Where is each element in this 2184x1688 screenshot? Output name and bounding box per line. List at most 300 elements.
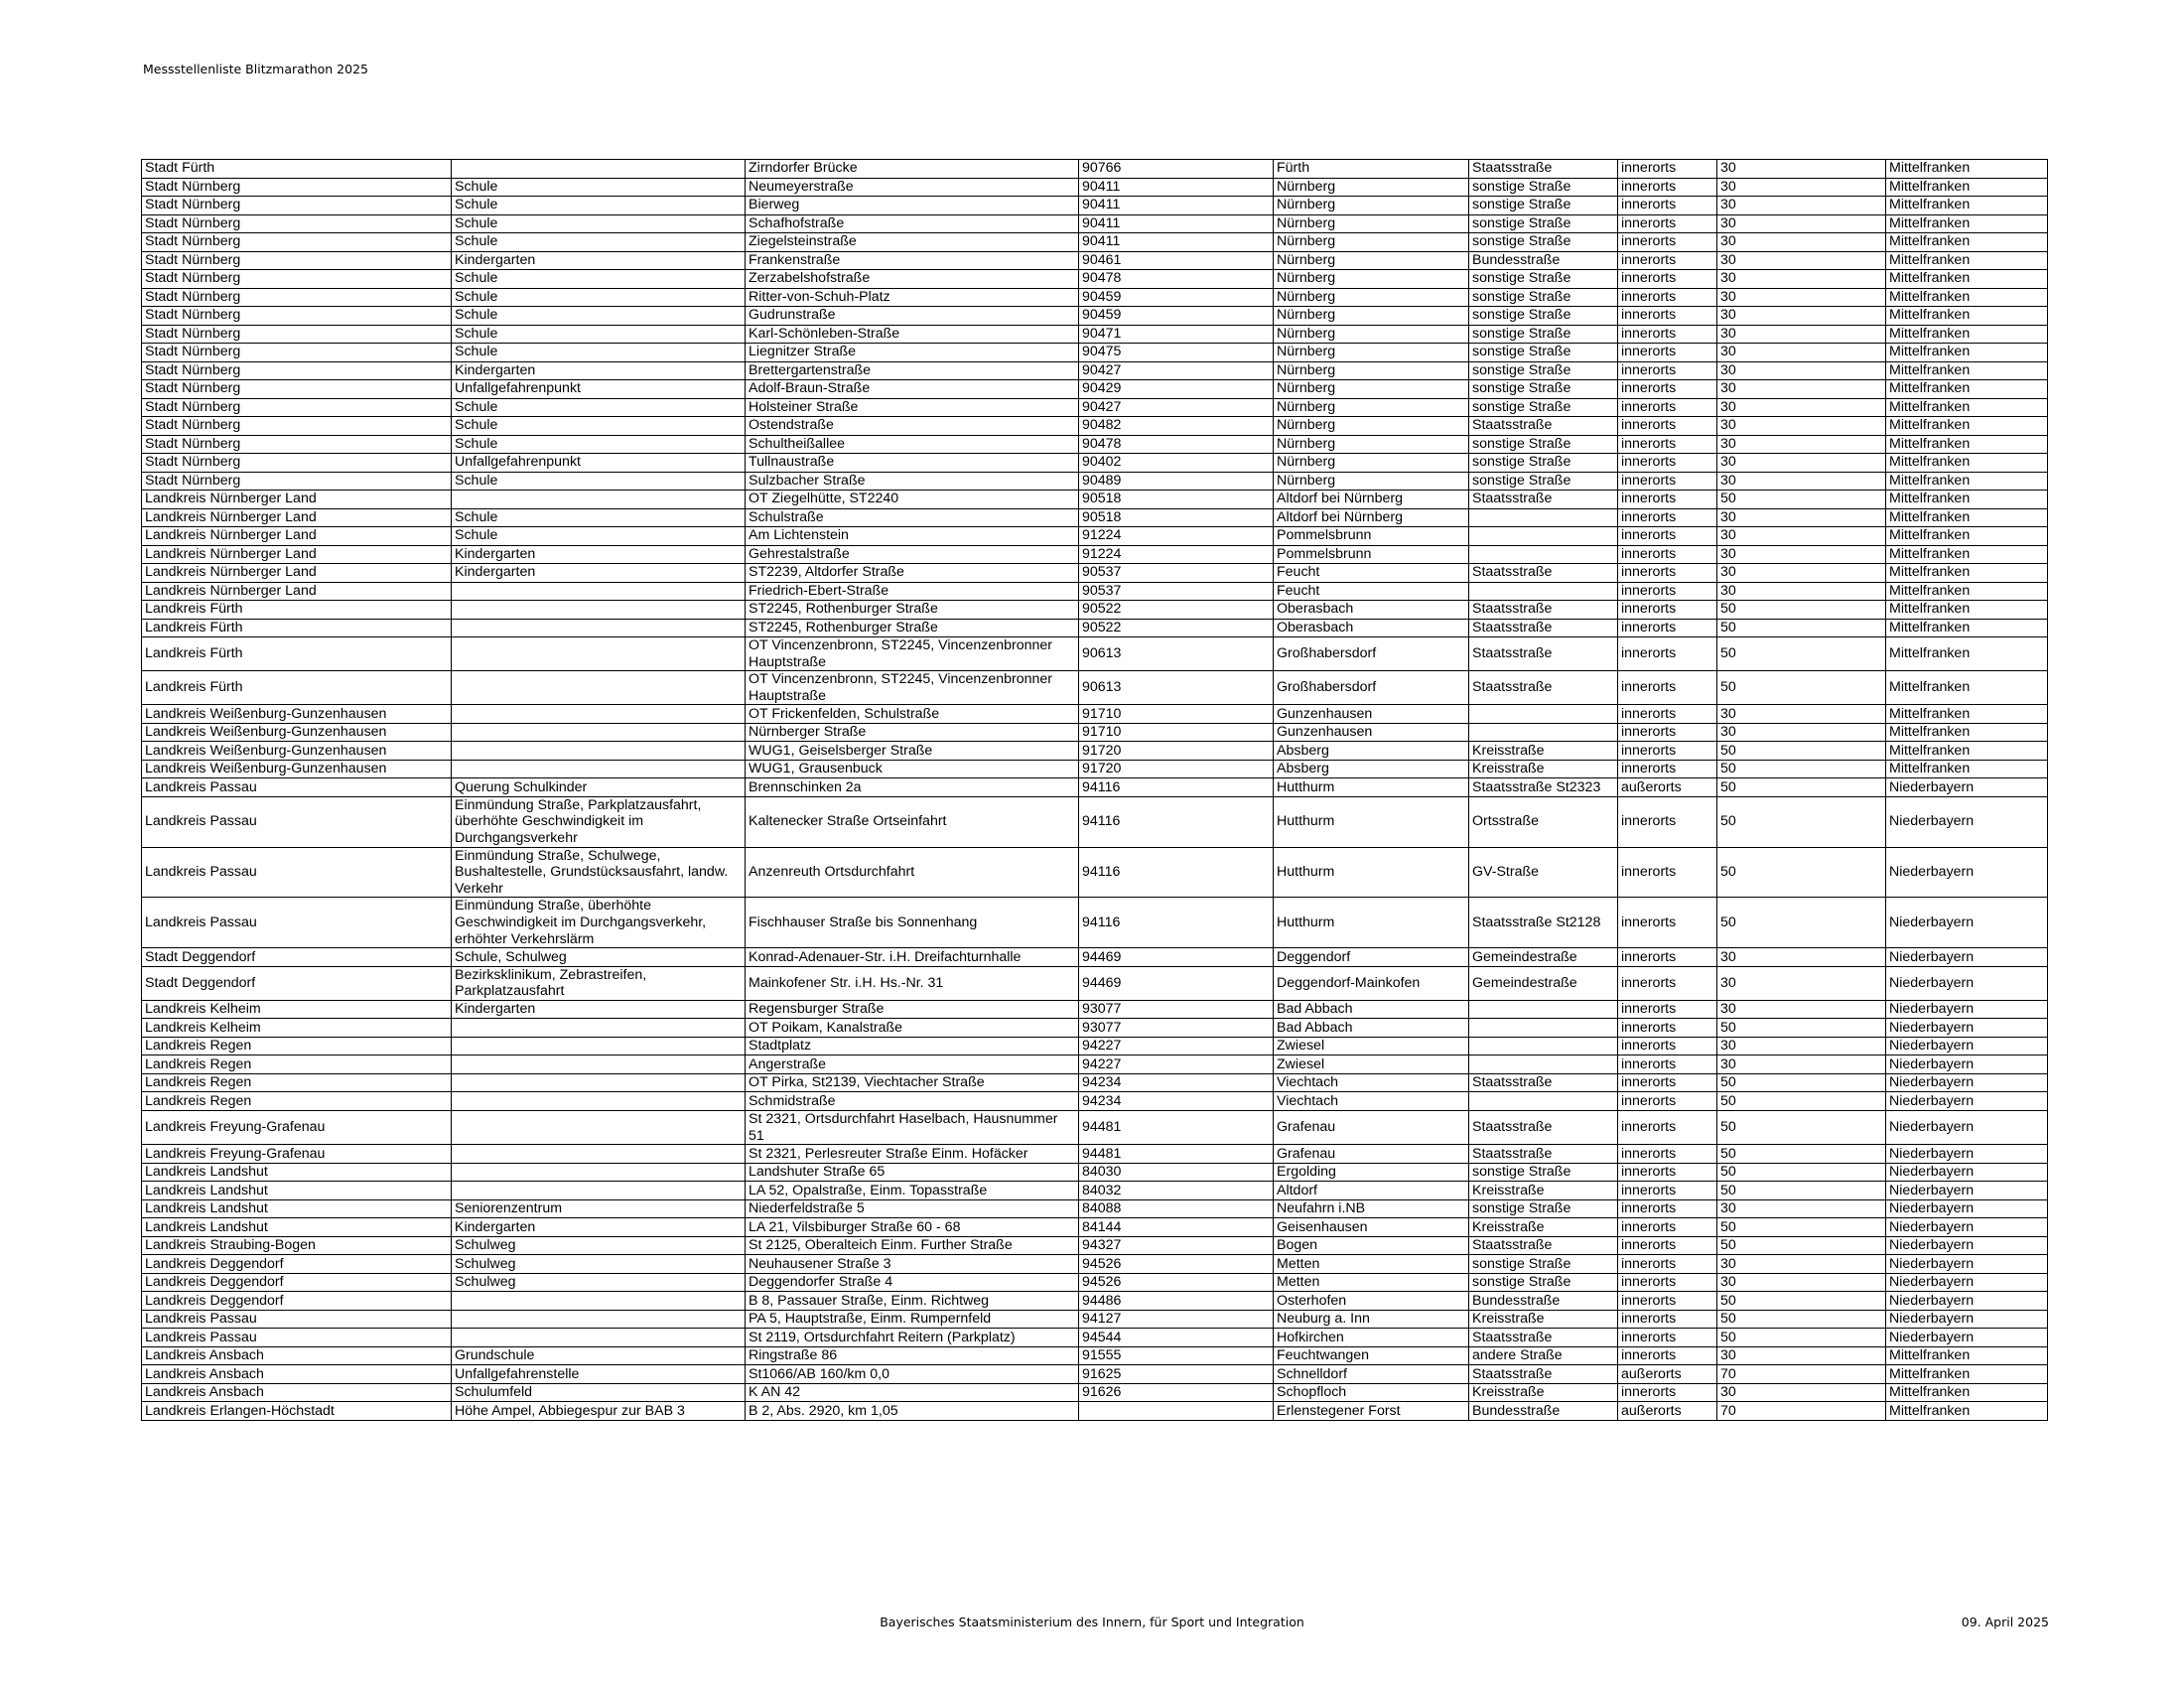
table-row bbox=[142, 1383, 2048, 1402]
cell-speed-limit: 30 bbox=[1717, 160, 1886, 179]
cell-town: Nürnberg bbox=[1274, 288, 1469, 307]
cell-region: Mittelfranken bbox=[1886, 214, 2048, 233]
cell-postal-code: 94481 bbox=[1079, 1145, 1274, 1164]
cell-reason bbox=[452, 637, 746, 671]
cell-location: B 8, Passauer Straße, Einm. Richtweg bbox=[746, 1292, 1079, 1311]
cell-location: Bierweg bbox=[746, 197, 1079, 215]
cell-region: Mittelfranken bbox=[1886, 723, 2048, 742]
cell-town: Großhabersdorf bbox=[1274, 637, 1469, 671]
table-row bbox=[142, 361, 2048, 380]
cell-town: Ergolding bbox=[1274, 1163, 1469, 1182]
table-row bbox=[142, 1199, 2048, 1218]
table-row bbox=[142, 1073, 2048, 1092]
cell-location: Niederfeldstraße 5 bbox=[746, 1199, 1079, 1218]
cell-location: WUG1, Grausenbuck bbox=[746, 760, 1079, 778]
cell-town: Metten bbox=[1274, 1273, 1469, 1292]
table-row bbox=[142, 723, 2048, 742]
cell-town: Hutthurm bbox=[1274, 796, 1469, 847]
cell-town: Bad Abbach bbox=[1274, 1019, 1469, 1038]
cell-location: Brennschinken 2a bbox=[746, 778, 1079, 797]
cell-district: Landkreis Regen bbox=[142, 1037, 452, 1055]
cell-town: Hutthurm bbox=[1274, 898, 1469, 948]
cell-area: innerorts bbox=[1618, 796, 1717, 847]
cell-postal-code: 90411 bbox=[1079, 178, 1274, 197]
cell-area: innerorts bbox=[1618, 454, 1717, 473]
cell-area: innerorts bbox=[1618, 1346, 1717, 1365]
cell-road-type: sonstige Straße bbox=[1469, 1163, 1618, 1182]
cell-district: Landkreis Weißenburg-Gunzenhausen bbox=[142, 705, 452, 724]
cell-region: Mittelfranken bbox=[1886, 564, 2048, 583]
cell-reason: Schule bbox=[452, 435, 746, 454]
table-row bbox=[142, 214, 2048, 233]
cell-road-type: andere Straße bbox=[1469, 1346, 1618, 1365]
cell-reason bbox=[452, 1163, 746, 1182]
cell-district: Stadt Nürnberg bbox=[142, 214, 452, 233]
cell-region: Mittelfranken bbox=[1886, 251, 2048, 270]
cell-region: Niederbayern bbox=[1886, 966, 2048, 1000]
table-row bbox=[142, 898, 2048, 948]
cell-location: Friedrich-Ebert-Straße bbox=[746, 582, 1079, 601]
cell-town: Feuchtwangen bbox=[1274, 1346, 1469, 1365]
cell-location: Zirndorfer Brücke bbox=[746, 160, 1079, 179]
cell-area: innerorts bbox=[1618, 545, 1717, 564]
cell-town: Hutthurm bbox=[1274, 847, 1469, 898]
cell-region: Mittelfranken bbox=[1886, 671, 2048, 705]
cell-speed-limit: 30 bbox=[1717, 705, 1886, 724]
cell-postal-code: 94116 bbox=[1079, 847, 1274, 898]
cell-road-type: Staatsstraße bbox=[1469, 1145, 1618, 1164]
cell-road-type: sonstige Straße bbox=[1469, 344, 1618, 362]
cell-area: innerorts bbox=[1618, 472, 1717, 491]
cell-speed-limit: 30 bbox=[1717, 325, 1886, 344]
cell-speed-limit: 30 bbox=[1717, 344, 1886, 362]
cell-postal-code: 93077 bbox=[1079, 1000, 1274, 1019]
cell-postal-code: 90518 bbox=[1079, 508, 1274, 527]
cell-speed-limit: 50 bbox=[1717, 760, 1886, 778]
cell-location: Gehrestalstraße bbox=[746, 545, 1079, 564]
document-title: Messstellenliste Blitzmarathon 2025 bbox=[143, 62, 368, 76]
cell-region: Mittelfranken bbox=[1886, 527, 2048, 546]
cell-postal-code: 94526 bbox=[1079, 1255, 1274, 1274]
cell-area: innerorts bbox=[1618, 214, 1717, 233]
cell-reason: Schule bbox=[452, 178, 746, 197]
cell-road-type: Staatsstraße bbox=[1469, 564, 1618, 583]
cell-town: Nürnberg bbox=[1274, 197, 1469, 215]
cell-area: innerorts bbox=[1618, 197, 1717, 215]
table-row bbox=[142, 619, 2048, 637]
cell-region: Niederbayern bbox=[1886, 1236, 2048, 1255]
cell-postal-code: 84144 bbox=[1079, 1218, 1274, 1237]
cell-district: Stadt Nürnberg bbox=[142, 454, 452, 473]
cell-reason bbox=[452, 1073, 746, 1092]
cell-area: innerorts bbox=[1618, 491, 1717, 509]
cell-road-type: Kreisstraße bbox=[1469, 742, 1618, 761]
cell-district: Landkreis Nürnberger Land bbox=[142, 564, 452, 583]
cell-road-type: Bundesstraße bbox=[1469, 1292, 1618, 1311]
table-row bbox=[142, 307, 2048, 326]
cell-area: innerorts bbox=[1618, 1110, 1717, 1144]
cell-town: Neufahrn i.NB bbox=[1274, 1199, 1469, 1218]
cell-area: außerorts bbox=[1618, 1402, 1717, 1421]
cell-town: Deggendorf bbox=[1274, 948, 1469, 967]
cell-speed-limit: 50 bbox=[1717, 742, 1886, 761]
cell-reason: Schule bbox=[452, 417, 746, 436]
cell-speed-limit: 50 bbox=[1717, 1236, 1886, 1255]
cell-location: Konrad-Adenauer-Str. i.H. Dreifachturnhalle bbox=[746, 948, 1079, 967]
cell-town: Nürnberg bbox=[1274, 178, 1469, 197]
table-row bbox=[142, 671, 2048, 705]
cell-district: Landkreis Fürth bbox=[142, 637, 452, 671]
cell-district: Landkreis Weißenburg-Gunzenhausen bbox=[142, 742, 452, 761]
table-row bbox=[142, 1236, 2048, 1255]
table-row bbox=[142, 1346, 2048, 1365]
cell-speed-limit: 30 bbox=[1717, 454, 1886, 473]
cell-location: St 2125, Oberalteich Einm. Further Straße bbox=[746, 1236, 1079, 1255]
cell-road-type: sonstige Straße bbox=[1469, 178, 1618, 197]
cell-road-type: sonstige Straße bbox=[1469, 1199, 1618, 1218]
cell-area: innerorts bbox=[1618, 178, 1717, 197]
cell-road-type bbox=[1469, 582, 1618, 601]
cell-location: LA 21, Vilsbiburger Straße 60 - 68 bbox=[746, 1218, 1079, 1237]
cell-area: innerorts bbox=[1618, 1199, 1717, 1218]
cell-reason: Kindergarten bbox=[452, 1000, 746, 1019]
cell-speed-limit: 50 bbox=[1717, 1019, 1886, 1038]
cell-district: Landkreis Weißenburg-Gunzenhausen bbox=[142, 760, 452, 778]
cell-postal-code: 90459 bbox=[1079, 307, 1274, 326]
cell-district: Stadt Nürnberg bbox=[142, 197, 452, 215]
table-row bbox=[142, 491, 2048, 509]
cell-region: Mittelfranken bbox=[1886, 270, 2048, 289]
cell-town: Gunzenhausen bbox=[1274, 705, 1469, 724]
cell-speed-limit: 50 bbox=[1717, 637, 1886, 671]
table-row bbox=[142, 160, 2048, 179]
cell-town: Viechtach bbox=[1274, 1092, 1469, 1111]
cell-town: Nürnberg bbox=[1274, 270, 1469, 289]
cell-district: Stadt Nürnberg bbox=[142, 417, 452, 436]
cell-postal-code: 84032 bbox=[1079, 1182, 1274, 1200]
cell-district: Landkreis Straubing-Bogen bbox=[142, 1236, 452, 1255]
cell-postal-code: 90402 bbox=[1079, 454, 1274, 473]
cell-location: OT Ziegelhütte, ST2240 bbox=[746, 491, 1079, 509]
cell-area: innerorts bbox=[1618, 1310, 1717, 1329]
cell-postal-code: 90461 bbox=[1079, 251, 1274, 270]
cell-area: innerorts bbox=[1618, 847, 1717, 898]
cell-postal-code: 94327 bbox=[1079, 1236, 1274, 1255]
cell-reason: Kindergarten bbox=[452, 1218, 746, 1237]
cell-town: Nürnberg bbox=[1274, 472, 1469, 491]
cell-speed-limit: 50 bbox=[1717, 1310, 1886, 1329]
cell-region: Niederbayern bbox=[1886, 1218, 2048, 1237]
cell-reason: Schulweg bbox=[452, 1273, 746, 1292]
cell-postal-code: 90518 bbox=[1079, 491, 1274, 509]
cell-reason: Kindergarten bbox=[452, 564, 746, 583]
cell-region: Mittelfranken bbox=[1886, 398, 2048, 417]
cell-region: Mittelfranken bbox=[1886, 637, 2048, 671]
cell-postal-code: 84088 bbox=[1079, 1199, 1274, 1218]
cell-road-type: sonstige Straße bbox=[1469, 361, 1618, 380]
cell-speed-limit: 50 bbox=[1717, 847, 1886, 898]
cell-area: innerorts bbox=[1618, 417, 1717, 436]
cell-town: Oberasbach bbox=[1274, 601, 1469, 620]
cell-road-type: Bundesstraße bbox=[1469, 1402, 1618, 1421]
cell-speed-limit: 30 bbox=[1717, 1383, 1886, 1402]
cell-area: innerorts bbox=[1618, 251, 1717, 270]
table-row bbox=[142, 966, 2048, 1000]
cell-district: Landkreis Passau bbox=[142, 1310, 452, 1329]
cell-road-type: sonstige Straße bbox=[1469, 435, 1618, 454]
cell-town: Bad Abbach bbox=[1274, 1000, 1469, 1019]
cell-location: St1066/AB 160/km 0,0 bbox=[746, 1365, 1079, 1384]
cell-district: Stadt Deggendorf bbox=[142, 948, 452, 967]
cell-district: Landkreis Nürnberger Land bbox=[142, 508, 452, 527]
cell-region: Mittelfranken bbox=[1886, 1365, 2048, 1384]
cell-region: Mittelfranken bbox=[1886, 619, 2048, 637]
cell-location: St 2321, Ortsdurchfahrt Haselbach, Hausnummer 51 bbox=[746, 1110, 1079, 1144]
cell-district: Landkreis Passau bbox=[142, 778, 452, 797]
cell-reason bbox=[452, 619, 746, 637]
cell-district: Landkreis Nürnberger Land bbox=[142, 491, 452, 509]
cell-district: Landkreis Freyung-Grafenau bbox=[142, 1110, 452, 1144]
cell-location: PA 5, Hauptstraße, Einm. Rumpernfeld bbox=[746, 1310, 1079, 1329]
cell-speed-limit: 30 bbox=[1717, 435, 1886, 454]
cell-town: Nürnberg bbox=[1274, 454, 1469, 473]
cell-speed-limit: 30 bbox=[1717, 197, 1886, 215]
cell-region: Mittelfranken bbox=[1886, 435, 2048, 454]
cell-location: Deggendorfer Straße 4 bbox=[746, 1273, 1079, 1292]
cell-district: Stadt Nürnberg bbox=[142, 251, 452, 270]
cell-town: Erlenstegener Forst bbox=[1274, 1402, 1469, 1421]
cell-speed-limit: 30 bbox=[1717, 1255, 1886, 1274]
cell-region: Niederbayern bbox=[1886, 1163, 2048, 1182]
cell-region: Niederbayern bbox=[1886, 1182, 2048, 1200]
cell-speed-limit: 50 bbox=[1717, 491, 1886, 509]
cell-speed-limit: 30 bbox=[1717, 1199, 1886, 1218]
cell-road-type bbox=[1469, 1055, 1618, 1074]
cell-area: innerorts bbox=[1618, 160, 1717, 179]
table-row bbox=[142, 344, 2048, 362]
cell-road-type: sonstige Straße bbox=[1469, 288, 1618, 307]
cell-speed-limit: 30 bbox=[1717, 527, 1886, 546]
cell-postal-code: 90766 bbox=[1079, 160, 1274, 179]
cell-district: Landkreis Ansbach bbox=[142, 1365, 452, 1384]
cell-location: Frankenstraße bbox=[746, 251, 1079, 270]
cell-road-type bbox=[1469, 545, 1618, 564]
cell-speed-limit: 30 bbox=[1717, 214, 1886, 233]
cell-location: Tullnaustraße bbox=[746, 454, 1079, 473]
cell-road-type: Bundesstraße bbox=[1469, 251, 1618, 270]
cell-speed-limit: 50 bbox=[1717, 601, 1886, 620]
cell-postal-code: 84030 bbox=[1079, 1163, 1274, 1182]
cell-speed-limit: 30 bbox=[1717, 723, 1886, 742]
cell-postal-code: 94127 bbox=[1079, 1310, 1274, 1329]
cell-area: innerorts bbox=[1618, 1255, 1717, 1274]
cell-reason: Schule bbox=[452, 233, 746, 252]
cell-region: Mittelfranken bbox=[1886, 417, 2048, 436]
cell-postal-code: 94116 bbox=[1079, 898, 1274, 948]
cell-reason: Einmündung Straße, Schulwege, Bushaltestelle, Grundstücksausfahrt, landw. Verkehr bbox=[452, 847, 746, 898]
cell-location: Kaltenecker Straße Ortseinfahrt bbox=[746, 796, 1079, 847]
cell-reason: Querung Schulkinder bbox=[452, 778, 746, 797]
cell-road-type: Gemeindestraße bbox=[1469, 966, 1618, 1000]
table-row bbox=[142, 637, 2048, 671]
cell-town: Osterhofen bbox=[1274, 1292, 1469, 1311]
cell-location: Ritter-von-Schuh-Platz bbox=[746, 288, 1079, 307]
cell-road-type: Staatsstraße bbox=[1469, 1073, 1618, 1092]
cell-area: innerorts bbox=[1618, 1273, 1717, 1292]
cell-region: Mittelfranken bbox=[1886, 1383, 2048, 1402]
cell-area: innerorts bbox=[1618, 1019, 1717, 1038]
table-row bbox=[142, 417, 2048, 436]
cell-postal-code: 90459 bbox=[1079, 288, 1274, 307]
cell-postal-code: 91720 bbox=[1079, 742, 1274, 761]
cell-region: Niederbayern bbox=[1886, 1019, 2048, 1038]
table-row bbox=[142, 435, 2048, 454]
cell-speed-limit: 30 bbox=[1717, 582, 1886, 601]
table-row bbox=[142, 705, 2048, 724]
cell-town: Pommelsbrunn bbox=[1274, 545, 1469, 564]
table-row bbox=[142, 454, 2048, 473]
cell-road-type bbox=[1469, 1092, 1618, 1111]
cell-postal-code: 90427 bbox=[1079, 398, 1274, 417]
cell-location: Karl-Schönleben-Straße bbox=[746, 325, 1079, 344]
measurement-table-container bbox=[141, 159, 2047, 1421]
cell-district: Stadt Nürnberg bbox=[142, 233, 452, 252]
cell-speed-limit: 70 bbox=[1717, 1365, 1886, 1384]
cell-location: Neumeyerstraße bbox=[746, 178, 1079, 197]
cell-road-type: Kreisstraße bbox=[1469, 1383, 1618, 1402]
table-row bbox=[142, 1310, 2048, 1329]
cell-road-type: sonstige Straße bbox=[1469, 398, 1618, 417]
cell-speed-limit: 30 bbox=[1717, 380, 1886, 399]
cell-location: OT Vincenzenbronn, ST2245, Vincenzenbronner Hauptstraße bbox=[746, 637, 1079, 671]
cell-speed-limit: 30 bbox=[1717, 966, 1886, 1000]
cell-road-type: Staatsstraße bbox=[1469, 601, 1618, 620]
cell-town: Nürnberg bbox=[1274, 325, 1469, 344]
cell-area: innerorts bbox=[1618, 898, 1717, 948]
cell-district: Landkreis Passau bbox=[142, 1329, 452, 1347]
cell-reason: Seniorenzentrum bbox=[452, 1199, 746, 1218]
cell-town: Absberg bbox=[1274, 742, 1469, 761]
cell-region: Niederbayern bbox=[1886, 1092, 2048, 1111]
cell-town: Nürnberg bbox=[1274, 380, 1469, 399]
cell-region: Mittelfranken bbox=[1886, 705, 2048, 724]
cell-region: Niederbayern bbox=[1886, 1329, 2048, 1347]
cell-postal-code: 90475 bbox=[1079, 344, 1274, 362]
cell-postal-code: 94234 bbox=[1079, 1073, 1274, 1092]
cell-postal-code: 90411 bbox=[1079, 233, 1274, 252]
cell-location: Schafhofstraße bbox=[746, 214, 1079, 233]
table-row bbox=[142, 1145, 2048, 1164]
cell-reason: Schulweg bbox=[452, 1236, 746, 1255]
cell-road-type: Gemeindestraße bbox=[1469, 948, 1618, 967]
cell-town: Feucht bbox=[1274, 564, 1469, 583]
cell-speed-limit: 50 bbox=[1717, 619, 1886, 637]
cell-reason bbox=[452, 1182, 746, 1200]
cell-reason: Schule bbox=[452, 325, 746, 344]
cell-road-type: Staatsstraße bbox=[1469, 1365, 1618, 1384]
cell-speed-limit: 50 bbox=[1717, 1182, 1886, 1200]
cell-area: innerorts bbox=[1618, 1182, 1717, 1200]
cell-district: Landkreis Fürth bbox=[142, 601, 452, 620]
cell-road-type: sonstige Straße bbox=[1469, 454, 1618, 473]
cell-location: Brettergartenstraße bbox=[746, 361, 1079, 380]
cell-road-type: sonstige Straße bbox=[1469, 197, 1618, 215]
cell-area: innerorts bbox=[1618, 361, 1717, 380]
cell-district: Landkreis Fürth bbox=[142, 671, 452, 705]
cell-postal-code: 94234 bbox=[1079, 1092, 1274, 1111]
cell-location: WUG1, Geiselsberger Straße bbox=[746, 742, 1079, 761]
cell-reason bbox=[452, 1292, 746, 1311]
cell-district: Landkreis Passau bbox=[142, 847, 452, 898]
cell-area: innerorts bbox=[1618, 233, 1717, 252]
cell-district: Landkreis Deggendorf bbox=[142, 1255, 452, 1274]
cell-location: Zerzabelshofstraße bbox=[746, 270, 1079, 289]
cell-region: Niederbayern bbox=[1886, 1110, 2048, 1144]
cell-town: Nürnberg bbox=[1274, 344, 1469, 362]
cell-location: Gudrunstraße bbox=[746, 307, 1079, 326]
cell-reason bbox=[452, 1329, 746, 1347]
cell-region: Mittelfranken bbox=[1886, 742, 2048, 761]
cell-location: Holsteiner Straße bbox=[746, 398, 1079, 417]
cell-postal-code: 91625 bbox=[1079, 1365, 1274, 1384]
cell-district: Landkreis Kelheim bbox=[142, 1000, 452, 1019]
cell-road-type: Staatsstraße bbox=[1469, 1329, 1618, 1347]
cell-speed-limit: 30 bbox=[1717, 564, 1886, 583]
cell-location: K AN 42 bbox=[746, 1383, 1079, 1402]
cell-district: Landkreis Nürnberger Land bbox=[142, 527, 452, 546]
cell-reason bbox=[452, 760, 746, 778]
cell-district: Landkreis Nürnberger Land bbox=[142, 545, 452, 564]
cell-district: Stadt Fürth bbox=[142, 160, 452, 179]
table-row bbox=[142, 742, 2048, 761]
cell-region: Niederbayern bbox=[1886, 1310, 2048, 1329]
cell-location: OT Pirka, St2139, Viechtacher Straße bbox=[746, 1073, 1079, 1092]
cell-location: OT Frickenfelden, Schulstraße bbox=[746, 705, 1079, 724]
cell-speed-limit: 30 bbox=[1717, 307, 1886, 326]
table-row bbox=[142, 233, 2048, 252]
cell-reason: Schule, Schulweg bbox=[452, 948, 746, 967]
cell-reason bbox=[452, 1019, 746, 1038]
cell-region: Niederbayern bbox=[1886, 1255, 2048, 1274]
cell-road-type: sonstige Straße bbox=[1469, 1255, 1618, 1274]
cell-road-type: Staatsstraße bbox=[1469, 417, 1618, 436]
cell-speed-limit: 50 bbox=[1717, 1163, 1886, 1182]
cell-location: Schultheißallee bbox=[746, 435, 1079, 454]
cell-town: Altdorf bbox=[1274, 1182, 1469, 1200]
cell-reason bbox=[452, 1055, 746, 1074]
cell-location: Ringstraße 86 bbox=[746, 1346, 1079, 1365]
cell-district: Stadt Nürnberg bbox=[142, 435, 452, 454]
cell-region: Mittelfranken bbox=[1886, 545, 2048, 564]
cell-region: Niederbayern bbox=[1886, 948, 2048, 967]
cell-reason: Unfallgefahrenstelle bbox=[452, 1365, 746, 1384]
cell-area: innerorts bbox=[1618, 705, 1717, 724]
table-row bbox=[142, 1110, 2048, 1144]
cell-district: Landkreis Passau bbox=[142, 898, 452, 948]
table-row bbox=[142, 508, 2048, 527]
footer-ministry: Bayerisches Staatsministerium des Innern, für Sport und Integration bbox=[880, 1615, 1304, 1629]
cell-region: Mittelfranken bbox=[1886, 160, 2048, 179]
table-row bbox=[142, 1402, 2048, 1421]
cell-location: ST2239, Altdorfer Straße bbox=[746, 564, 1079, 583]
cell-postal-code: 90482 bbox=[1079, 417, 1274, 436]
cell-postal-code: 94116 bbox=[1079, 778, 1274, 797]
cell-road-type: Staatsstraße bbox=[1469, 671, 1618, 705]
cell-district: Landkreis Passau bbox=[142, 796, 452, 847]
cell-town: Nürnberg bbox=[1274, 361, 1469, 380]
cell-postal-code: 90411 bbox=[1079, 214, 1274, 233]
cell-region: Mittelfranken bbox=[1886, 344, 2048, 362]
